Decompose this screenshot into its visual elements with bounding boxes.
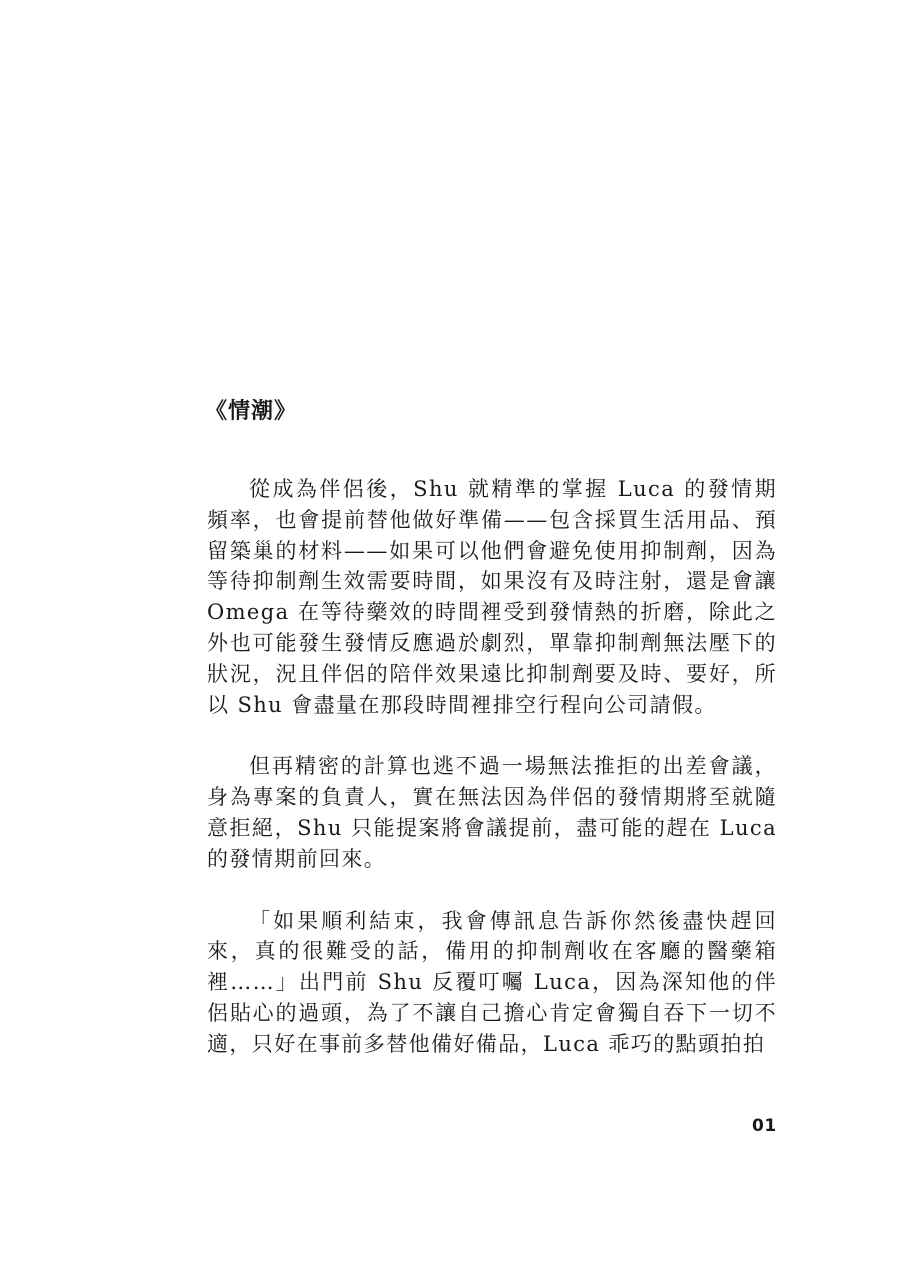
body-text [207,474,777,1091]
page-number: 01 [752,1116,777,1136]
paragraph: 從成為伴侶後，Shu 就精準的掌握 Luca 的發情期頻率，也會提前替他做好準備——包含採買生活用品、預留築巢的材料——如果可以他們會避免使用抑制劑，因為等待抑制劑生效需要時間，如果沒有及時注射，還是會讓 Omega 在等待藥效的時間裡受到發情熱的折磨，除此之外也可能發生發情反應過於劇烈，單靠抑制劑無法壓下的狀況，況且伴侶的陪伴效果遠比抑制劑要及時、要好，所以 Shu 會盡量在那段時間裡排空行程向公司請假。 [207,477,777,717]
chapter-title: 《情潮》 [205,399,298,424]
paragraph: 但再精密的計算也逃不過一場無法推拒的出差會議，身為專案的負責人，實在無法因為伴侶的發情期將至就隨意拒絕，Shu 只能提案將會議提前，盡可能的趕在 Luca 的發情期前回來。 [207,754,777,871]
paragraph: 「如果順利結束，我會傳訊息告訴你然後盡快趕回來，真的很難受的話，備用的抑制劑收在客廳的醫藥箱裡……」出門前 Shu 反覆叮囑 Luca，因為深知他的伴侶貼心的過頭，為了不讓自己擔心肯定會獨自吞下一切不適，只好在事前多替他備好備品，Luca 乖巧的點頭拍拍 [207,908,777,1056]
